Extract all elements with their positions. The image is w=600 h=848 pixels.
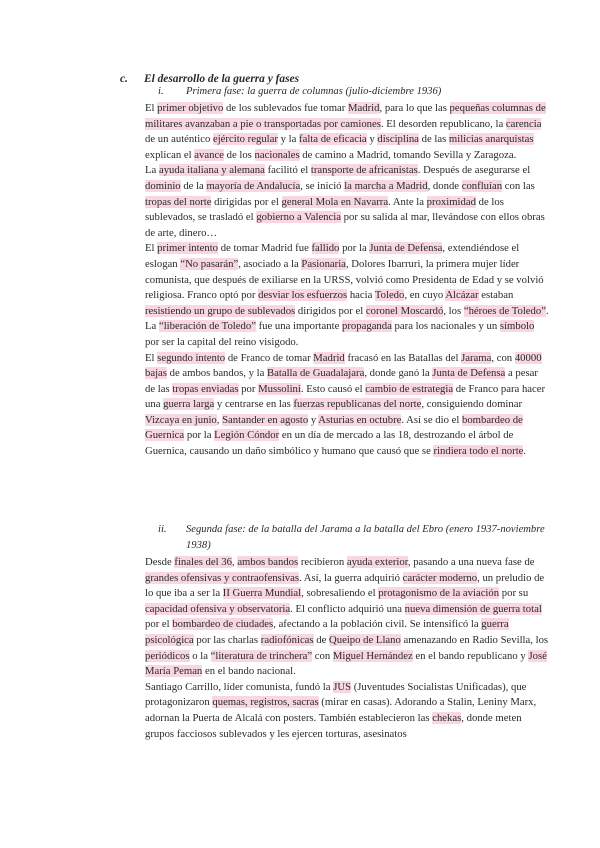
highlighted-text: Alcázar: [445, 289, 479, 302]
highlighted-text: grandes ofensivas y contraofensivas: [145, 571, 300, 584]
highlighted-text: Jarama: [461, 351, 492, 364]
highlighted-text: guerra psicológica: [145, 618, 509, 646]
highlighted-text: propaganda: [342, 320, 392, 333]
highlighted-text: finales del 36: [174, 556, 232, 568]
highlighted-text: JUS: [333, 680, 352, 693]
highlighted-text: Mussolini: [258, 382, 301, 395]
phase-1-body: [145, 101, 550, 460]
highlighted-text: ayuda italiana y alemana: [158, 164, 265, 177]
highlighted-text: coronel Moscardó: [365, 304, 444, 317]
highlighted-text: capacidad ofensiva y observatoria: [145, 602, 291, 615]
phase-2-body: [145, 555, 550, 742]
paragraph: Santiago Carrillo, líder comunista, fundó la JUS (Juventudes Socialistas Unificadas), que protagonizaron quemas, registros, sacras (mirar en casas). Adorando a Stalin, Leniny Marx, adornan la Puerta de Alcalá con posters. También establecieron las chekas, donde meten grupos facciosos sublevados y les ejercen torturas, asesinatos: [145, 680, 537, 740]
highlighted-text: fuerzas republicanas del norte: [293, 398, 422, 411]
highlighted-text: “No pasarán”: [180, 257, 239, 270]
highlighted-text: resistiendo un grupo de sublevados: [145, 304, 296, 317]
phase-1-heading: [158, 84, 558, 100]
highlighted-text: cambio de estrategia: [365, 382, 454, 395]
highlighted-text: milicias anarquistas: [448, 133, 534, 146]
highlighted-text: confluían: [461, 179, 503, 192]
highlighted-text: carácter moderno: [402, 571, 478, 584]
highlighted-text: Pasionaria: [301, 257, 346, 270]
highlighted-text: Junta de Defensa: [369, 242, 443, 255]
highlighted-text: avance: [194, 148, 224, 161]
paragraph: Desde finales del 36, ambos bandos recibieron ayuda exterior, pasando a una nueva fase de grandes ofensivas y contraofensivas. Así, la guerra adquirió carácter moderno, un preludio de lo que iba a ser la II Guerra Mundial, sobresaliendo el protagonismo de la aviación por su capacidad ofensiva y observatoria. El conflicto adquirió una nueva dimensión de guerra total por el bombardeo de ciudades, afectando a la población civil. Se intensificó la guerra psicológica por las charlas radiofónicas de Queipo de Llano amenazando en Radio Sevilla, los periódicos o la “literatura de trinchera” con Miguel Hernández en el bando republicano y José María Peman en el bando nacional.: [145, 556, 549, 678]
highlighted-text: Santander en agosto: [222, 413, 309, 426]
highlighted-text: Junta de Defensa: [432, 367, 506, 380]
highlighted-text: dominio: [145, 179, 181, 192]
highlighted-text: tropas enviadas: [172, 382, 239, 395]
highlighted-text: nueva dimensión de guerra total: [404, 602, 542, 615]
highlighted-text: quemas, registros, sacras: [212, 696, 319, 709]
highlighted-text: bombardeo de Guernica: [145, 413, 523, 442]
phase-1-title: Primera fase: la guerra de columnas (julio-diciembre 1936): [186, 86, 442, 97]
paragraph: El primer objetivo de los sublevados fue tomar Madrid, para lo que las pequeñas columnas de militares avanzaban a pie o transportadas por camiones. El desorden republicano, la carencia de un auténtico ejército regular y la falta de eficacia y disciplina de las milicias anarquistas explican el avance de los nacionales de camino a Madrid, tomando Sevilla y Zaragoza.: [145, 102, 546, 161]
highlighted-text: Batalla de Guadalajara: [267, 367, 365, 380]
highlighted-text: Legión Cóndor: [214, 429, 280, 442]
highlighted-text: la marcha a Madrid: [344, 179, 428, 192]
paragraph: El segundo intento de Franco de tomar Madrid fracasó en las Batallas del Jarama, con 40000 bajas de ambos bandos, y la Batalla de Guadalajara, donde ganó la Junta de Defensa a pesar de las tropas enviadas por Mussolini. Esto causó el cambio de estrategia de Franco para hacer una guerra larga y centrarse en las fuerzas republicanas del norte, consiguiendo dominar Vizcaya en junio, Santander en agosto y Asturias en octubre. Así se dio el bombardeo de Guernica por la Legión Cóndor en un día de mercado a las 18, destrozando el árbol de Guernica, causando un daño simbólico y humano que causó que se rindiera todo el norte.: [145, 351, 546, 458]
highlighted-text: tropas del norte: [145, 195, 212, 208]
highlighted-text: segundo intento: [157, 351, 226, 364]
phase-2-title-continuation: 1938): [186, 539, 211, 551]
highlighted-text: primer intento: [157, 242, 219, 255]
highlighted-text: ejército regular: [212, 133, 278, 146]
phase-2-heading: [158, 522, 558, 553]
highlighted-text: general Mola en Navarra: [281, 195, 389, 208]
highlighted-text: periódicos: [145, 649, 190, 662]
highlighted-text: “héroes de Toledo”: [463, 304, 546, 317]
highlighted-text: falta de eficacia: [299, 133, 367, 146]
highlighted-text: guerra larga: [163, 398, 215, 411]
phase-1-number: i.: [158, 86, 164, 97]
paragraph: La ayuda italiana y alemana facilitó el transporte de africanistas. Después de asegurarse el dominio de la mayoría de Andalucía, se inició la marcha a Madrid, donde confluían con las tropas del norte dirigidas por el general Mola en Navarra. Ante la proximidad de los sublevados, se trasladó el gobierno a Valencia por su salida al mar, llevándose con ellos obras de arte, dinero…: [145, 164, 545, 239]
highlighted-text: José María Peman: [145, 649, 547, 678]
highlighted-text: “liberación de Toledo”: [158, 320, 256, 333]
highlighted-text: primer objetivo: [157, 102, 224, 114]
phase-2-title: Segunda fase: de la batalla del Jarama a la batalla del Ebro (enero 1937-noviembre: [186, 524, 545, 535]
highlighted-text: radiofónicas: [260, 633, 314, 646]
highlighted-text: II Guerra Mundial: [222, 587, 302, 600]
highlighted-text: ayuda exterior: [346, 556, 408, 568]
highlighted-text: rindiera todo el norte: [433, 445, 524, 458]
highlighted-text: 40000: [514, 351, 542, 364]
phase-2-number: ii.: [158, 524, 167, 535]
highlighted-text: carencia: [505, 117, 542, 130]
highlighted-text: símbolo: [499, 320, 535, 333]
highlighted-text: Madrid: [313, 351, 345, 364]
highlighted-text: Asturias en octubre: [318, 413, 402, 426]
section-number: c.: [120, 73, 128, 85]
highlighted-text: chekas: [432, 711, 462, 724]
highlighted-text: fallido: [311, 242, 340, 255]
highlighted-text: “literatura de trinchera”: [210, 649, 313, 662]
highlighted-text: pequeñas columnas de militares avanzaban a pie o transportadas por camiones: [145, 102, 546, 130]
highlighted-text: Madrid: [348, 102, 380, 114]
highlighted-text: desviar los esfuerzos: [258, 289, 348, 302]
section-title: El desarrollo de la guerra y fases: [144, 73, 300, 85]
highlighted-text: ambos bandos: [237, 556, 299, 568]
highlighted-text: mayoría de Andalucía: [206, 179, 301, 192]
highlighted-text: protagonismo de la aviación: [378, 587, 500, 600]
highlighted-text: Vizcaya en junio: [145, 413, 217, 426]
highlighted-text: gobierno a Valencia: [256, 211, 341, 224]
highlighted-text: disciplina: [377, 133, 419, 146]
highlighted-text: Queipo de Llano: [329, 633, 401, 646]
highlighted-text: transporte de africanistas: [310, 164, 418, 177]
highlighted-text: proximidad: [426, 195, 476, 208]
highlighted-text: bombardeo de ciudades: [172, 618, 274, 631]
highlighted-text: nacionales: [254, 148, 300, 161]
highlighted-text: bajas: [145, 367, 167, 380]
paragraph: El primer intento de tomar Madrid fue fallido por la Junta de Defensa, extendiéndose el eslogan “No pasarán”, asociado a la Pasionaria, Dolores Ibarruri, la primera mujer líder comunista, que después de exiliarse en la URSS, volvió como Presidenta de Edad y se volvió religiosa. Franco optó por desviar los esfuerzos hacia Toledo, en cuyo Alcázar estaban resistiendo un grupo de sublevados dirigidos por el coronel Moscardó, los “héroes de Toledo”. La “liberación de Toledo” fue una importante propaganda para los nacionales y un símbolo por ser la capital del reino visigodo.: [145, 242, 549, 348]
highlighted-text: Miguel Hernández: [332, 649, 413, 662]
highlighted-text: Toledo: [374, 289, 405, 302]
